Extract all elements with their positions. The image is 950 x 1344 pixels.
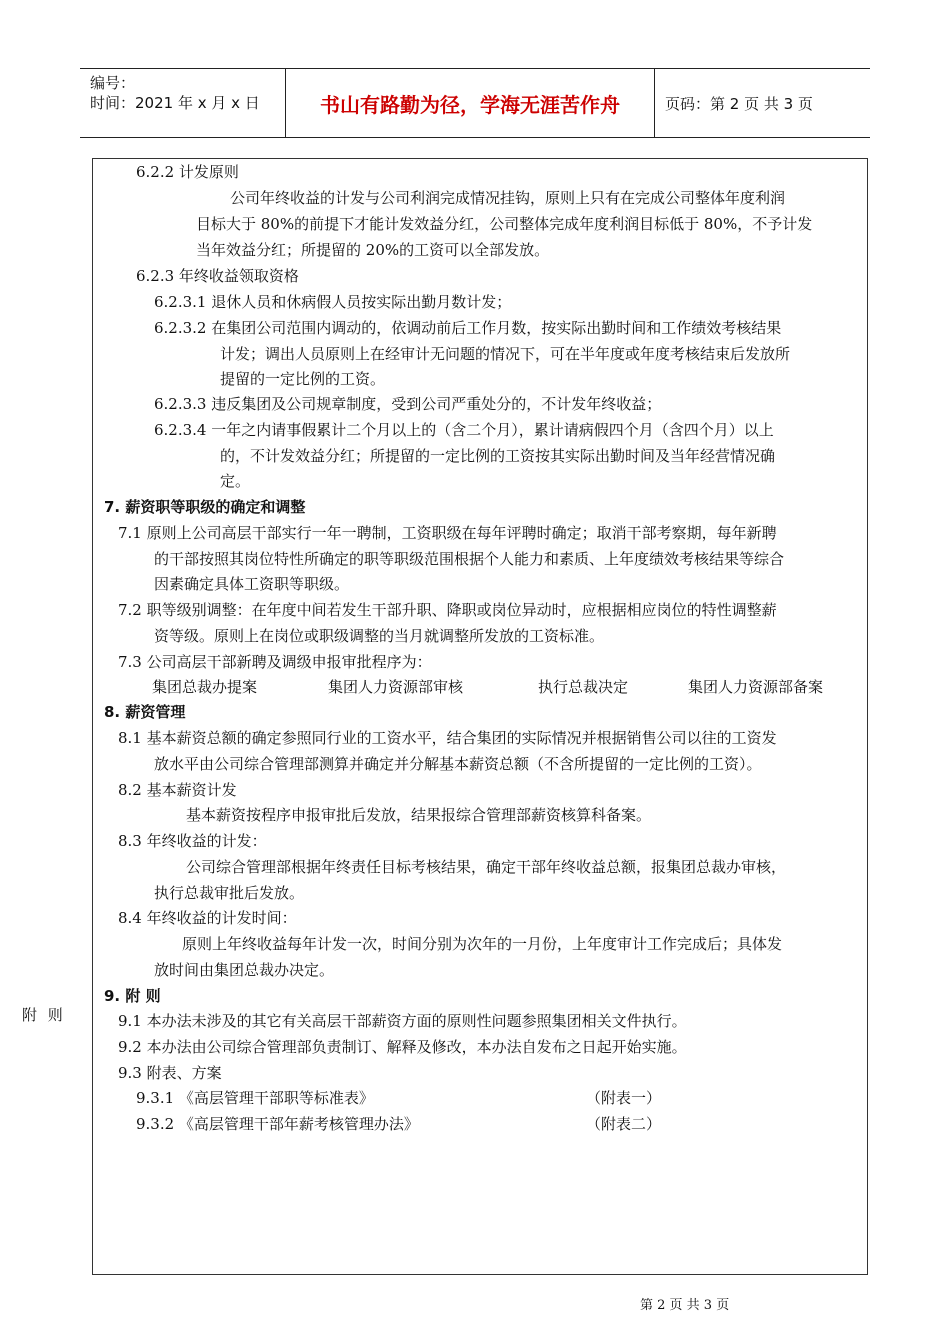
section-heading: 6.2.2 计发原则 [136,163,239,181]
paragraph-line: 9.1 本办法未涉及的其它有关高层干部薪资方面的原则性问题参照集团相关文件执行。 [118,1012,687,1030]
section-heading: 8.4 年终收益的计发时间： [118,909,297,927]
header-page-info: 页码：第 2 页 共 3 页 [665,94,813,113]
section-heading: 9.3 附表、方案 [118,1064,222,1082]
section-heading: 6.2.3 年终收益领取资格 [136,267,299,285]
paragraph-line: 7.1 原则上公司高层干部实行一年一聘制，工资职级在每年评聘时确定；取消干部考察期，每年新聘 [118,524,777,542]
paragraph-line: 9.2 本办法由公司综合管理部负责制订、解释及修改，本办法自发布之日起开始实施。 [118,1038,687,1056]
chapter-heading: 7. 薪资职等职级的确定和调整 [104,498,306,516]
chapter-heading: 9. 附 则 [104,987,161,1005]
attachment-name: 9.3.2 《高层管理干部年薪考核管理办法》 [136,1115,419,1133]
page-footer: 第 2 页 共 3 页 [640,1298,730,1313]
paragraph-line: 资等级。原则上在岗位或职级调整的当月就调整所发放的工资标准。 [154,627,605,645]
process-step: 集团人力资源部审核 [328,678,464,696]
paragraph-line: 公司综合管理部根据年终责任目标考核结果，确定干部年终收益总额，报集团总裁办审核， [186,858,787,876]
paragraph-line: 基本薪资按程序申报审批后发放，结果报综合管理部薪资核算科备案。 [186,806,652,824]
paragraph-line: 计发；调出人员原则上在经审计无问题的情况下，可在半年度或年度考核结束后发放所 [220,345,791,363]
attachment-name: 9.3.1 《高层管理干部职等标准表》 [136,1089,374,1107]
paragraph-line: 公司年终收益的计发与公司利润完成情况挂钩，原则上只有在完成公司整体年度利润 [230,189,786,207]
paragraph-line: 的，不计发效益分红；所提留的一定比例的工资按其实际出勤时间及当年经营情况确 [220,447,776,465]
side-label: 附 则 [22,1006,66,1024]
paragraph-line: 6.2.3.3 违反集团及公司规章制度，受到公司严重处分的，不计发年终收益； [154,395,662,413]
paragraph-line: 的干部按照其岗位特性所确定的职等职级范围根据个人能力和素质、上年度绩效考核结果等综合 [154,550,785,568]
paragraph-line: 7.2 职等级别调整：在年度中间若发生干部升职、降职或岗位异动时，应根据相应岗位的特性调整薪 [118,601,777,619]
section-heading: 8.2 基本薪资计发 [118,781,237,799]
paragraph-line: 定。 [220,472,251,490]
paragraph-line: 因素确定具体工资职等职级。 [154,575,350,593]
process-step: 集团总裁办提案 [152,678,258,696]
header-motto: 书山有路勤为径，学海无涯苦作舟 [285,69,655,137]
paragraph-line: 提留的一定比例的工资。 [220,370,386,388]
process-step: 集团人力资源部备案 [688,678,824,696]
paragraph-line: 当年效益分红；所提留的 20%的工资可以全部发放。 [196,241,550,259]
document-number: 编号： [90,74,136,92]
attachment-ref: （附表二） [586,1115,662,1133]
paragraph-line: 原则上年终收益每年计发一次，时间分别为次年的一月份，上年度审计工作完成后；具体发 [182,935,783,953]
header-meta [80,69,285,137]
page-header [80,68,870,138]
process-step: 执行总裁决定 [538,678,629,696]
attachment-ref: （附表一） [586,1089,662,1107]
paragraph-line: 7.3 公司高层干部新聘及调级申报审批程序为： [118,653,432,671]
paragraph-line: 6.2.3.1 退休人员和休病假人员按实际出勤月数计发； [154,293,512,311]
document-date: 时间：2021 年 x 月 x 日 [90,94,260,112]
paragraph-line: 放时间由集团总裁办决定。 [154,961,335,979]
section-heading: 8.3 年终收益的计发： [118,832,267,850]
paragraph-line: 执行总裁审批后发放。 [154,884,305,902]
paragraph-line: 6.2.3.4 一年之内请事假累计二个月以上的（含二个月），累计请病假四个月（含四个月）以上 [154,421,774,439]
paragraph-line: 6.2.3.2 在集团公司范围内调动的，依调动前后工作月数，按实际出勤时间和工作绩效考核结果 [154,319,782,337]
paragraph-line: 目标大于 80%的前提下才能计发效益分红，公司整体完成年度利润目标低于 80%，不予计发 [196,215,813,233]
paragraph-line: 放水平由公司综合管理部测算并确定并分解基本薪资总额（不含所提留的一定比例的工资）。 [154,755,762,773]
paragraph-line: 8.1 基本薪资总额的确定参照同行业的工资水平，结合集团的实际情况并根据销售公司以往的工资发 [118,729,777,747]
chapter-heading: 8. 薪资管理 [104,703,186,721]
